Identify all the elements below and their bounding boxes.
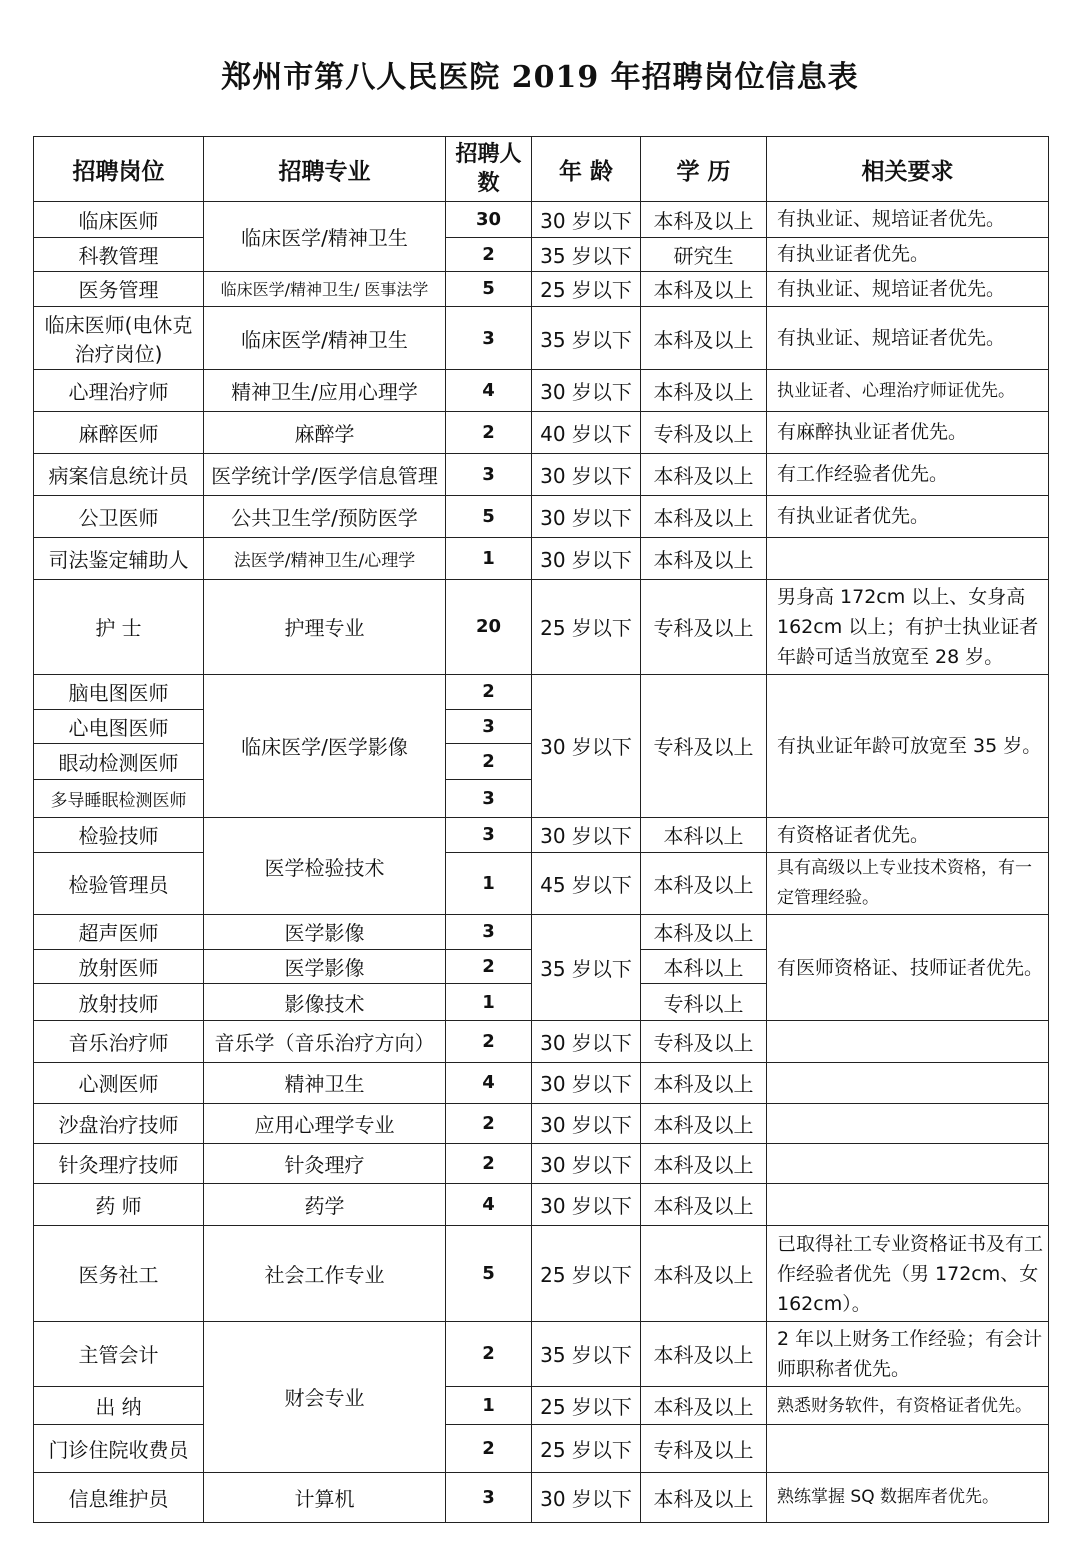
edu-cell: 本科及以上 — [641, 1143, 767, 1183]
edu-cell: 本科及以上 — [641, 1103, 767, 1143]
req-cell: 有执业证、规培证者优先。 — [767, 271, 1049, 306]
req-cell: 有执业证者优先。 — [767, 237, 1049, 271]
age-cell: 25 岁以下 — [532, 580, 641, 674]
major-cell: 临床医学/精神卫生 — [204, 306, 446, 369]
post-cell: 放射技师 — [34, 984, 204, 1021]
table-row — [34, 1143, 1049, 1183]
major-cell: 影像技术 — [204, 984, 446, 1021]
table-row — [34, 453, 1049, 495]
table-row — [34, 852, 1049, 914]
major-cell: 精神卫生/应用心理学 — [204, 370, 446, 412]
req-cell: 男身高 172cm 以上、女身高 162cm 以上；有护士执业证者年龄可适当放宽至 28 岁。 — [767, 580, 1049, 674]
req-cell: 有执业证者优先。 — [767, 495, 1049, 537]
table-row — [34, 412, 1049, 453]
edu-cell: 本科及以上 — [641, 852, 767, 914]
age-cell: 30 岁以下 — [532, 453, 641, 495]
major-cell: 临床医学/医学影像 — [204, 674, 446, 818]
edu-cell: 本科及以上 — [641, 271, 767, 306]
edu-cell: 本科及以上 — [641, 1321, 767, 1386]
req-cell — [767, 1184, 1049, 1226]
post-cell: 放射医师 — [34, 950, 204, 984]
count-cell: 3 — [446, 818, 532, 852]
table-row — [34, 1021, 1049, 1062]
count-cell: 3 — [446, 914, 532, 949]
table-row — [34, 202, 1049, 237]
post-cell: 多导睡眠检测医师 — [34, 780, 204, 818]
post-cell: 心电图医师 — [34, 709, 204, 743]
req-cell: 执业证者、心理治疗师证优先。 — [767, 370, 1049, 412]
age-cell: 30 岁以下 — [532, 495, 641, 537]
edu-cell: 专科及以上 — [641, 1021, 767, 1062]
age-cell: 30 岁以下 — [532, 674, 641, 818]
edu-cell: 本科及以上 — [641, 495, 767, 537]
age-cell: 35 岁以下 — [532, 914, 641, 1021]
major-cell: 医学影像 — [204, 950, 446, 984]
table-row — [34, 306, 1049, 369]
age-cell: 25 岁以下 — [532, 1387, 641, 1425]
post-cell: 门诊住院收费员 — [34, 1425, 204, 1472]
edu-cell: 本科及以上 — [641, 1472, 767, 1522]
count-cell: 4 — [446, 370, 532, 412]
table-row — [34, 1321, 1049, 1386]
post-cell: 脑电图医师 — [34, 674, 204, 709]
post-cell: 医务社工 — [34, 1226, 204, 1321]
table-row — [34, 674, 1049, 709]
age-cell: 30 岁以下 — [532, 370, 641, 412]
edu-cell: 本科及以上 — [641, 914, 767, 949]
major-cell: 医学影像 — [204, 914, 446, 949]
age-cell: 30 岁以下 — [532, 537, 641, 579]
post-cell: 病案信息统计员 — [34, 453, 204, 495]
count-cell: 1 — [446, 537, 532, 579]
table-row — [34, 271, 1049, 306]
count-cell: 3 — [446, 780, 532, 818]
post-cell: 检验管理员 — [34, 852, 204, 914]
major-cell: 医学检验技术 — [204, 818, 446, 914]
age-cell: 40 岁以下 — [532, 412, 641, 453]
major-cell: 临床医学/精神卫生/ 医事法学 — [204, 271, 446, 306]
post-cell: 信息维护员 — [34, 1472, 204, 1522]
edu-cell: 本科及以上 — [641, 1062, 767, 1103]
edu-cell: 本科以上 — [641, 818, 767, 852]
req-cell: 熟悉财务软件，有资格证者优先。 — [767, 1387, 1049, 1425]
count-cell: 30 — [446, 202, 532, 237]
req-cell: 有执业证、规培证者优先。 — [767, 306, 1049, 369]
age-cell: 45 岁以下 — [532, 852, 641, 914]
count-cell: 2 — [446, 237, 532, 271]
table-row — [34, 237, 1049, 271]
major-cell: 应用心理学专业 — [204, 1103, 446, 1143]
major-cell: 医学统计学/医学信息管理 — [204, 453, 446, 495]
post-cell: 药 师 — [34, 1184, 204, 1226]
req-cell — [767, 1021, 1049, 1062]
table-row — [34, 580, 1049, 674]
req-cell: 已取得社工专业资格证书及有工作经验者优先（男 172cm、女 162cm）。 — [767, 1226, 1049, 1321]
major-cell: 音乐学（音乐治疗方向） — [204, 1021, 446, 1062]
table-row — [34, 1226, 1049, 1321]
table-row — [34, 1103, 1049, 1143]
post-cell: 针灸理疗技师 — [34, 1143, 204, 1183]
age-cell: 30 岁以下 — [532, 1143, 641, 1183]
major-cell: 药学 — [204, 1184, 446, 1226]
count-cell: 5 — [446, 271, 532, 306]
post-cell: 超声医师 — [34, 914, 204, 949]
age-cell: 25 岁以下 — [532, 271, 641, 306]
post-cell: 科教管理 — [34, 237, 204, 271]
post-cell: 医务管理 — [34, 271, 204, 306]
count-cell: 5 — [446, 495, 532, 537]
post-cell: 司法鉴定辅助人 — [34, 537, 204, 579]
post-cell: 临床医师 — [34, 202, 204, 237]
age-cell: 25 岁以下 — [532, 1226, 641, 1321]
table-row — [34, 1472, 1049, 1522]
count-cell: 20 — [446, 580, 532, 674]
count-cell: 2 — [446, 674, 532, 709]
count-cell: 5 — [446, 1226, 532, 1321]
major-cell: 精神卫生 — [204, 1062, 446, 1103]
count-cell: 1 — [446, 852, 532, 914]
age-cell: 35 岁以下 — [532, 237, 641, 271]
req-cell: 有资格证者优先。 — [767, 818, 1049, 852]
edu-cell: 本科及以上 — [641, 1226, 767, 1321]
post-cell: 沙盘治疗技师 — [34, 1103, 204, 1143]
edu-cell: 本科及以上 — [641, 537, 767, 579]
header-major: 招聘专业 — [204, 137, 446, 202]
table-row — [34, 818, 1049, 852]
post-cell: 音乐治疗师 — [34, 1021, 204, 1062]
count-cell: 4 — [446, 1184, 532, 1226]
req-cell: 具有高级以上专业技术资格，有一定管理经验。 — [767, 852, 1049, 914]
post-cell: 心理治疗师 — [34, 370, 204, 412]
count-cell: 3 — [446, 709, 532, 743]
major-cell: 公共卫生学/预防医学 — [204, 495, 446, 537]
count-cell: 2 — [446, 1425, 532, 1472]
major-cell: 针灸理疗 — [204, 1143, 446, 1183]
post-cell: 主管会计 — [34, 1321, 204, 1386]
count-cell: 3 — [446, 1472, 532, 1522]
count-cell: 3 — [446, 453, 532, 495]
count-cell: 2 — [446, 950, 532, 984]
post-cell: 眼动检测医师 — [34, 743, 204, 779]
major-cell: 麻醉学 — [204, 412, 446, 453]
post-cell: 心测医师 — [34, 1062, 204, 1103]
count-cell: 3 — [446, 306, 532, 369]
post-cell: 检验技师 — [34, 818, 204, 852]
count-cell: 4 — [446, 1062, 532, 1103]
page-title: 郑州市第八人民医院 2019 年招聘岗位信息表 — [221, 60, 859, 95]
req-cell — [767, 537, 1049, 579]
header-post: 招聘岗位 — [34, 137, 204, 202]
table-row — [34, 537, 1049, 579]
edu-cell: 本科及以上 — [641, 306, 767, 369]
header-row — [34, 137, 1049, 202]
count-cell: 2 — [446, 1143, 532, 1183]
major-cell: 临床医学/精神卫生 — [204, 202, 446, 271]
table-row — [34, 370, 1049, 412]
age-cell: 30 岁以下 — [532, 1184, 641, 1226]
major-cell: 计算机 — [204, 1472, 446, 1522]
edu-cell: 本科及以上 — [641, 1184, 767, 1226]
age-cell: 30 岁以下 — [532, 1062, 641, 1103]
table-row — [34, 1425, 1049, 1472]
header-age: 年 龄 — [532, 137, 641, 202]
req-cell: 熟练掌握 SQ 数据库者优先。 — [767, 1472, 1049, 1522]
req-cell — [767, 1103, 1049, 1143]
major-cell: 法医学/精神卫生/心理学 — [204, 537, 446, 579]
table-row — [34, 495, 1049, 537]
major-cell: 护理专业 — [204, 580, 446, 674]
recruitment-table — [33, 136, 1049, 1523]
post-cell: 临床医师(电休克治疗岗位) — [34, 306, 204, 369]
edu-cell: 本科及以上 — [641, 1387, 767, 1425]
header-edu: 学 历 — [641, 137, 767, 202]
req-cell: 有医师资格证、技师证者优先。 — [767, 914, 1049, 1021]
edu-cell: 本科及以上 — [641, 370, 767, 412]
req-cell: 2 年以上财务工作经验；有会计师职称者优先。 — [767, 1321, 1049, 1386]
table-row — [34, 914, 1049, 949]
age-cell: 30 岁以下 — [532, 1103, 641, 1143]
req-cell: 有麻醉执业证者优先。 — [767, 412, 1049, 453]
count-cell: 1 — [446, 1387, 532, 1425]
table-row — [34, 1062, 1049, 1103]
edu-cell: 本科及以上 — [641, 202, 767, 237]
req-cell: 有工作经验者优先。 — [767, 453, 1049, 495]
age-cell: 30 岁以下 — [532, 1021, 641, 1062]
age-cell: 35 岁以下 — [532, 306, 641, 369]
edu-cell: 专科及以上 — [641, 580, 767, 674]
edu-cell: 研究生 — [641, 237, 767, 271]
age-cell: 30 岁以下 — [532, 1472, 641, 1522]
count-cell: 2 — [446, 1021, 532, 1062]
edu-cell: 本科以上 — [641, 950, 767, 984]
count-cell: 1 — [446, 984, 532, 1021]
req-cell — [767, 1062, 1049, 1103]
count-cell: 2 — [446, 1103, 532, 1143]
edu-cell: 专科及以上 — [641, 674, 767, 818]
req-cell — [767, 1143, 1049, 1183]
post-cell: 公卫医师 — [34, 495, 204, 537]
post-cell: 麻醉医师 — [34, 412, 204, 453]
edu-cell: 专科及以上 — [641, 1425, 767, 1472]
post-cell: 护 士 — [34, 580, 204, 674]
header-req: 相关要求 — [767, 137, 1049, 202]
edu-cell: 专科以上 — [641, 984, 767, 1021]
req-cell — [767, 1425, 1049, 1472]
req-cell: 有执业证、规培证者优先。 — [767, 202, 1049, 237]
age-cell: 25 岁以下 — [532, 1425, 641, 1472]
age-cell: 35 岁以下 — [532, 1321, 641, 1386]
major-cell: 社会工作专业 — [204, 1226, 446, 1321]
count-cell: 2 — [446, 743, 532, 779]
count-cell: 2 — [446, 1321, 532, 1386]
edu-cell: 本科及以上 — [641, 453, 767, 495]
table-row — [34, 1184, 1049, 1226]
req-cell: 有执业证年龄可放宽至 35 岁。 — [767, 674, 1049, 818]
age-cell: 30 岁以下 — [532, 202, 641, 237]
age-cell: 30 岁以下 — [532, 818, 641, 852]
major-cell: 财会专业 — [204, 1321, 446, 1472]
header-count: 招聘人数 — [446, 137, 532, 202]
edu-cell: 专科及以上 — [641, 412, 767, 453]
table-row — [34, 1387, 1049, 1425]
count-cell: 2 — [446, 412, 532, 453]
post-cell: 出 纳 — [34, 1387, 204, 1425]
